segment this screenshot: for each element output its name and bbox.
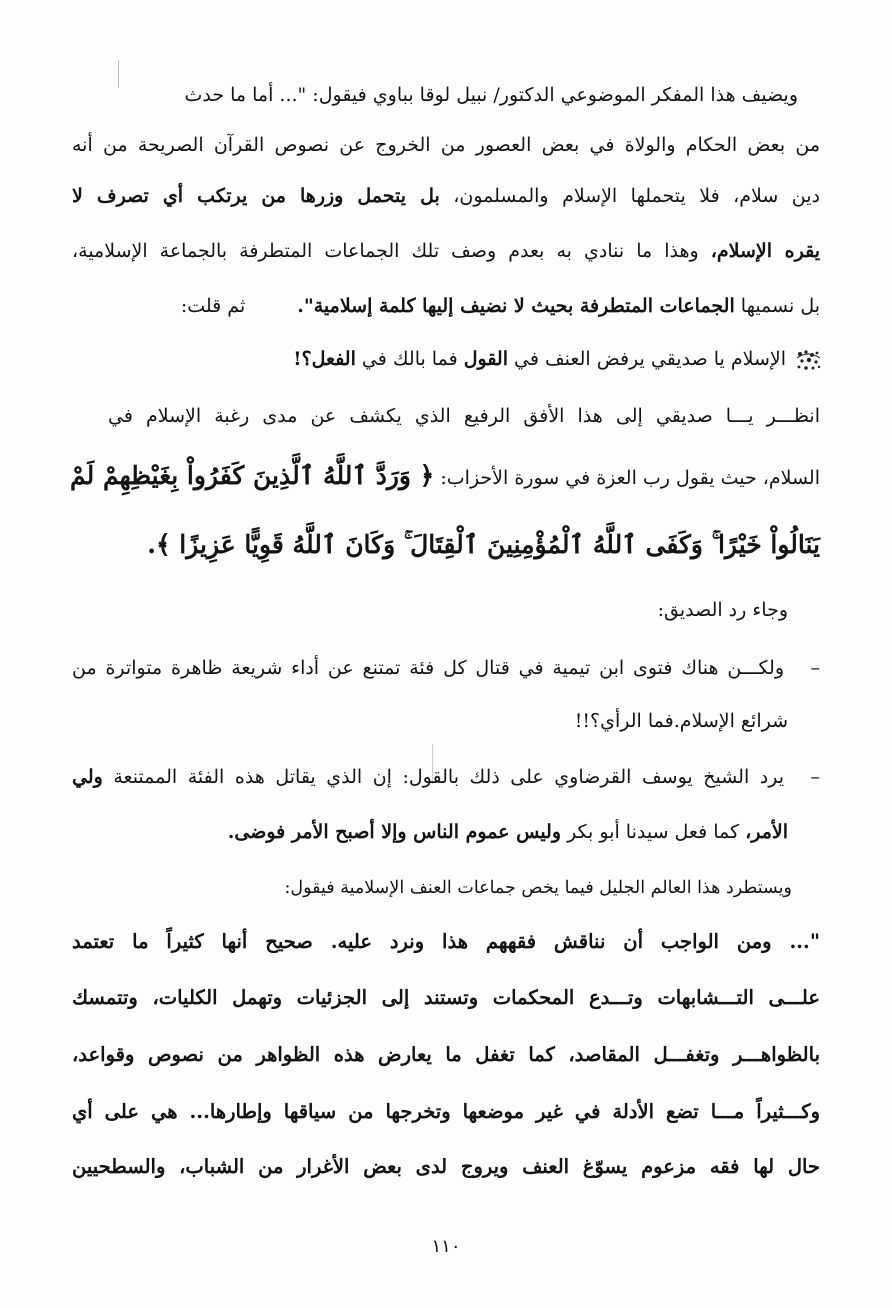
paragraph-line — [72, 236, 820, 266]
text-run: حال لها فقه مزعوم يسوّغ العنف ويروج لدى بعض الأغرار من الشباب، والسطحيين — [72, 1155, 820, 1178]
paragraph-line — [108, 401, 820, 431]
list-dash: – — [810, 657, 820, 679]
paragraph-line — [72, 80, 798, 110]
paragraph-line — [40, 595, 788, 625]
list-item — [72, 762, 820, 792]
text-run: ولكـــن هناك فتوى ابن تيمية في قتال كل فئة تمتنع عن أداء شريعة ظاهرة متواترة من — [72, 657, 784, 679]
bold-text-run: القول — [463, 348, 509, 370]
bold-text-run: يقره الإسلام، — [710, 240, 820, 262]
bold-text-run: الأمر، — [745, 821, 788, 843]
text-run: يرد الشيخ يوسف القرضاوي على ذلك بالقول: إن الذي يقاتل هذه الفئة الممتنعة — [102, 766, 784, 788]
text-run: فما بالك في — [355, 348, 464, 370]
text-run: كما فعل سيدنا أبو بكر — [561, 821, 746, 843]
list-dash: – — [810, 766, 820, 788]
speaker-ornament-icon — [794, 348, 822, 372]
paragraph-line — [74, 344, 822, 374]
page-number: ١١٠ — [431, 1236, 461, 1257]
bold-text-run: وليس عموم الناس وإلا أصبح الأمر فوضى. — [227, 821, 562, 843]
paragraph-line — [72, 1040, 820, 1070]
bold-text-run: بل يتحمل وزرها من يرتكب أي تصرف لا — [72, 185, 440, 207]
text-run: وهذا ما ننادي به بعدم وصف تلك الجماعات المتطرفة بالجماعة الإسلامية، — [72, 240, 711, 262]
paragraph-line — [72, 291, 820, 321]
text-run: بالظواهـــر وتغفـــل المقاصد، كما تغفل ما يعارض هذه الظواهر من نصوص وقواعد، — [72, 1043, 820, 1066]
paragraph-line — [72, 181, 820, 211]
text-run: ويستطرد هذا العالم الجليل فيما يخص جماعات العنف الإسلامية فيقول: — [284, 878, 792, 898]
paragraph-line — [72, 983, 820, 1013]
paragraph-line — [72, 927, 820, 957]
quran-verse: ﴿ وَرَدَّ ٱللَّهُ ٱلَّذِينَ كَفَرُواْ بِغَيْظِهِمْ لَمْ — [70, 461, 435, 490]
text-run: ثم قلت: — [180, 295, 246, 317]
text-run: دين سلام، فلا يتحملها الإسلام والمسلمون، — [439, 185, 820, 207]
paragraph-line — [72, 523, 820, 569]
paragraph-line — [72, 130, 820, 160]
paragraph-line — [44, 873, 792, 903]
paragraph-line — [72, 1097, 820, 1127]
text-run: ويضيف هذا المفكر الموضوعي الدكتور/ نبيل لوقا بباوي فيقول: "... أما ما حدث — [184, 84, 798, 106]
quran-verse: يَنَالُواْ خَيْرًا ۚ وَكَفَى ٱللَّهُ ٱلْمُؤْمِنِينَ ٱلْقِتَالَ ۚ وَكَانَ ٱللَّهُ قَوِيًّا عَزِيزًا ﴾. — [147, 530, 820, 559]
paragraph-line — [72, 1152, 820, 1182]
paragraph-line — [40, 706, 788, 736]
bold-text-run: الجماعات المتطرفة بحيث لا نضيف إليها كلمة إسلامية". — [297, 295, 735, 317]
paragraph-line — [40, 817, 788, 847]
text-run: السلام، حيث يقول رب العزة في سورة الأحزاب: — [434, 467, 820, 489]
bold-text-run: الفعل؟! — [293, 348, 356, 370]
text-run: من بعض الحكام والولاة في بعض العصور من الخروج عن نصوص القرآن الصريحة من أنه — [72, 134, 820, 156]
paragraph-line — [72, 456, 820, 498]
bold-text-run: ولي — [72, 766, 103, 788]
text-run: وكـــثيراً مـــا تضع الأدلة في غير موضعها وتخرجها من سياقها وإطارها... هي على أي — [72, 1100, 820, 1123]
list-item — [72, 653, 820, 683]
text-run: علـــى التـــشابهات وتـــدع المحكمات وتستند إلى الجزئيات وتهمل الكليات، وتتمسك — [72, 986, 820, 1009]
text-run: وجاء رد الصديق: — [657, 599, 788, 621]
text-run: انظـــر يـــا صديقي إلى هذا الأفق الرفيع الذي يكشف عن مدى رغبة الإسلام في — [108, 405, 820, 427]
text-run: الإسلام يا صديقي يرفض العنف في — [508, 348, 786, 370]
text-run: بل نسميها — [734, 295, 820, 317]
text-run: شرائع الإسلام.فما الرأي؟!! — [574, 710, 788, 732]
text-run: "... ومن الواجب أن نناقش فقههم هذا ونرد عليه. صحيح أنها كثيراً ما تعتمد — [72, 930, 820, 953]
